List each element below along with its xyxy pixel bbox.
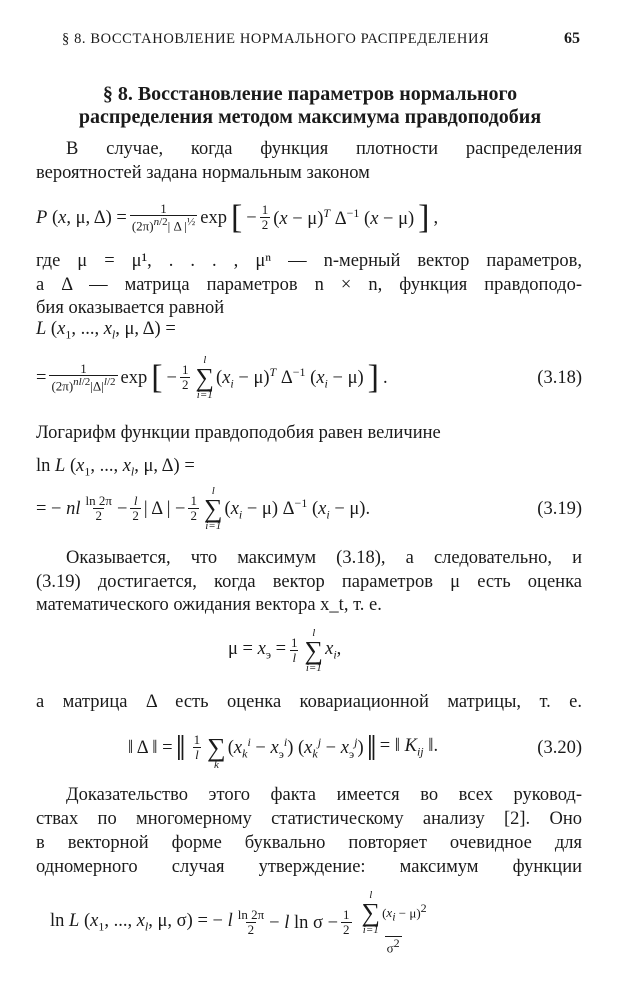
running-head: § 8. ВОССТАНОВЛЕНИЕ НОРМАЛЬНОГО РАСПРЕДЕЛЕНИЯ	[62, 31, 490, 47]
paragraph-2-line1: где μ = μ¹, . . . , μⁿ — n-мерный вектор параметров,	[36, 251, 582, 271]
equation-mean-estimate: $\mu = x_э$ = $\frac{1}{l}$ l ∑ i=1 $x_i$,	[228, 626, 342, 675]
equation-number-3-19: (3.19)	[537, 498, 582, 519]
equation-3-18-rhs: = $\frac{1}{(2\pi)^{nl/2}|\Delta|^{l/2}}$ exp [ − $\frac{1}{2}$ l ∑ i=1 $(x_i - \mu)^T$ $\Delta^{-1}$ $(x_i - \mu)$ ] . (3.18)	[36, 353, 582, 402]
paragraph-4-line2: (3.19) достигается, когда вектор параметров μ есть оценка	[36, 572, 582, 592]
equation-scalar-log-likelihood: ln L ($x_1$, ..., $x_l$, μ, σ) = − l $\frac{\ln 2\pi}{2}$ − l ln σ − $\frac{1}{2}$ l ∑ i=1 $(x_i - \mu)^2$ $\sigma^2$	[50, 888, 427, 956]
paragraph-5: а матрица Δ есть оценка ковариационной матрицы, т. е.	[36, 692, 582, 712]
equation-number-3-18: (3.18)	[537, 367, 582, 388]
paragraph-2-line3: бия оказывается равной	[36, 298, 225, 318]
paragraph-1-line1: В случае, когда функция плотности распределения	[66, 139, 582, 159]
page-number: 65	[564, 30, 580, 47]
paragraph-3: Логарифм функции правдоподобия равен величине	[36, 423, 441, 443]
paragraph-6-line4: одномерного случая утверждение: максимум функции	[36, 857, 582, 877]
section-title-line1: § 8. Восстановление параметров нормального	[102, 83, 518, 105]
paragraph-4-line1: Оказывается, что максимум (3.18), а следовательно, и	[66, 548, 582, 568]
equation-3-20: ‖ Δ ‖ = ‖ $\frac{1}{l}$ ∑ k $(x_k^i - x_э^i) (x_k^j - x_э^j)$ ‖ = ‖ $K_{ij}$ ‖. (3.20)	[128, 727, 582, 772]
equation-normal-density: P (x, μ, Δ) = $\frac{1}{(2\pi)^{n/2}| \Delta |^{\frac{1}{2}}}$ exp [ − $\frac{1}{2}$ $(x - \mu)^T$ $\Delta^{-1}$ (x − μ) ] ,	[36, 199, 439, 237]
equation-3-19-lhs: ln L ($x_1$, ..., $x_l$, μ, Δ) =	[36, 456, 195, 479]
equation-number-3-20: (3.20)	[537, 737, 582, 758]
paragraph-6-line3: в векторной форме буквально повторяет очевидное для	[36, 833, 582, 853]
equation-3-18-lhs: L ($x_1$, ..., $x_l$, μ, Δ) =	[36, 319, 176, 342]
section-title-line2: распределения методом максимума правдоподобия	[78, 106, 542, 128]
paragraph-6-line1: Доказательство этого факта имеется во всех руковод-	[66, 785, 582, 805]
equation-3-19-rhs: = − nl $\frac{\ln 2\pi}{2}$ − $\frac{l}{2}$ | Δ | − $\frac{1}{2}$ l ∑ i=1 $(x_i - \mu)$ $\Delta^{-1}$ $(x_i - \mu)$. (3.19)	[36, 484, 582, 533]
paragraph-4-line3: математического ожидания вектора x_t, т. е.	[36, 595, 382, 615]
paragraph-6-line2: ствах по многомерному статистическому анализу [2]. Оно	[36, 809, 582, 829]
paragraph-1-line2: вероятностей задана нормальным законом	[36, 163, 370, 183]
paragraph-2-line2: а Δ — матрица параметров n × n, функция правдоподо-	[36, 275, 582, 295]
